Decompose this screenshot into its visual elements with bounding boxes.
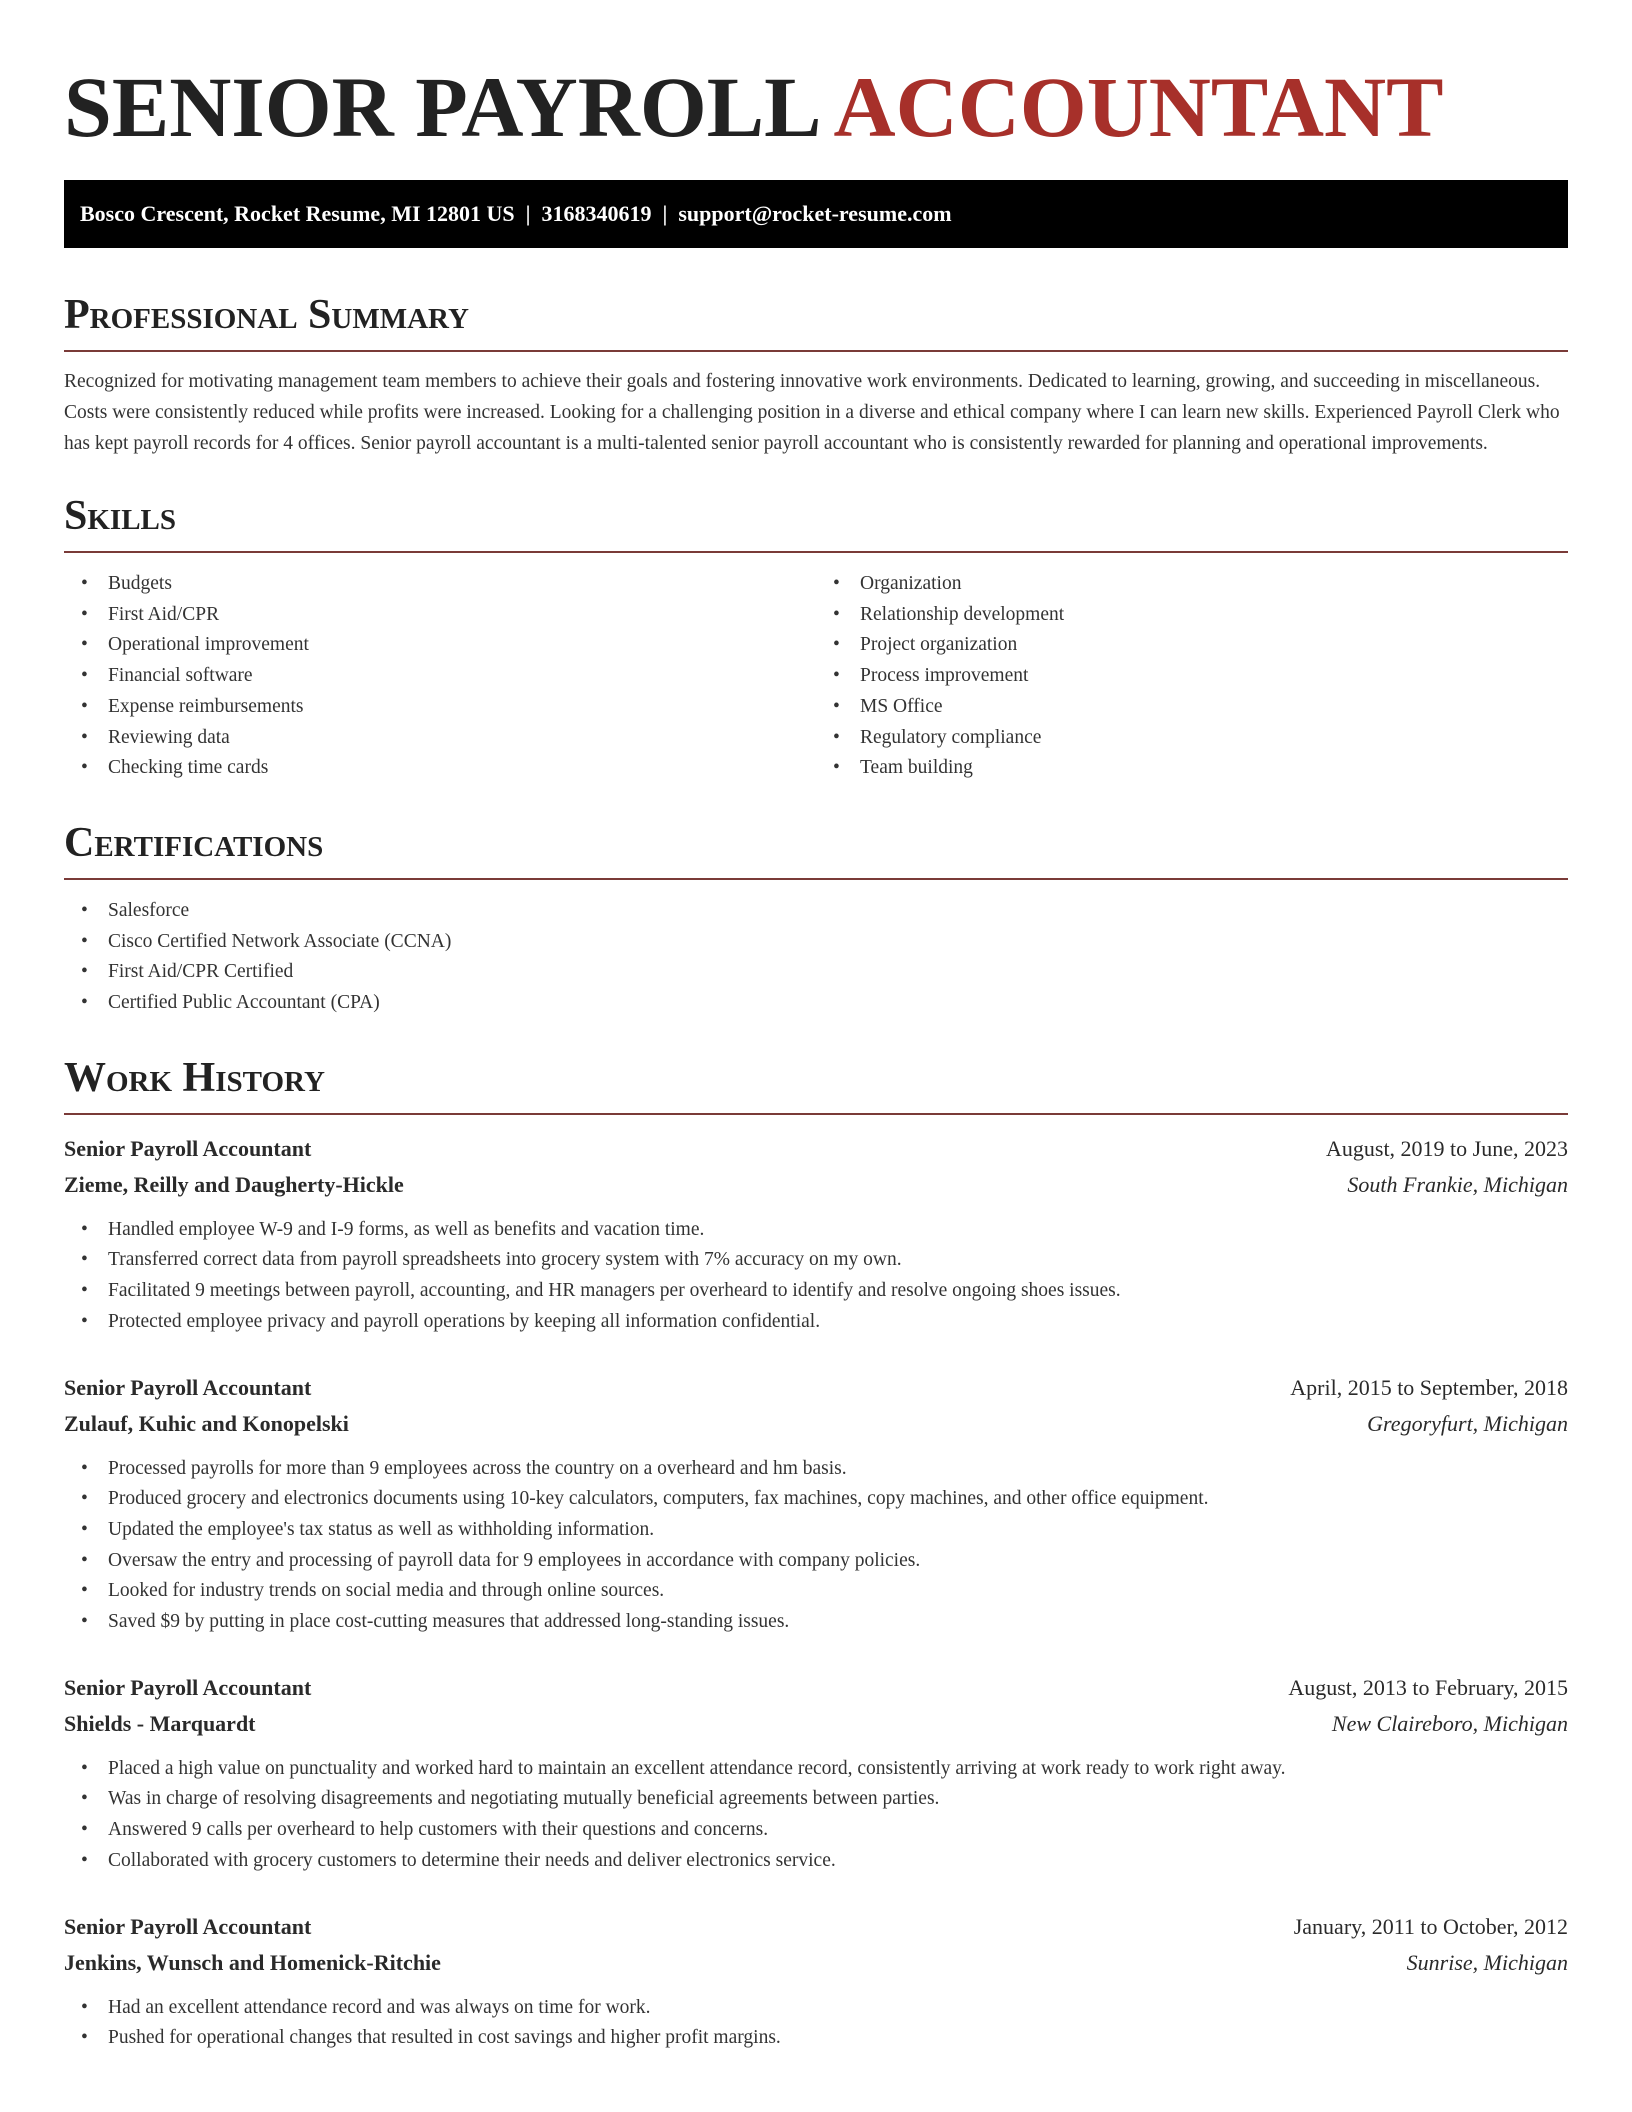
resume-title xyxy=(64,50,1568,155)
job-duties-list xyxy=(64,1993,1568,2054)
job-company: Jenkins, Wunsch and Homenick-Ritchie xyxy=(64,1949,441,1975)
job-duty-item: • Had an excellent attendance record and was always on time for work. xyxy=(64,1993,1568,2024)
job-duty-item: • Facilitated 9 meetings between payroll, accounting, and HR managers per overheard to identify and resolve ongoing shoes issues. xyxy=(64,1276,1568,1307)
professional-summary-text: Recognized for motivating management team members to achieve their goals and fostering innovative work environments. Dedicated to learning, growing, and succeeding in miscellaneous. Costs were consistently reduced while profits were increased. Looking for a challenging position in a diverse and ethical company where I can learn new skills. Experienced Payroll Clerk who has kept payroll records for 4 offices. Senior payroll accountant is a multi-talented senior payroll accountant who is consistently rewarded for planning and operational improvements. xyxy=(64,371,1560,454)
certification-item: • Cisco Certified Network Associate (CCNA) xyxy=(64,927,1568,958)
job-dates: January, 2011 to October, 2012 xyxy=(1293,1913,1568,1939)
certification-item: • Certified Public Accountant (CPA) xyxy=(64,988,1568,1019)
skill-item: • Checking time cards xyxy=(64,753,816,784)
job-dates: August, 2019 to June, 2023 xyxy=(1326,1135,1568,1161)
job-entry xyxy=(64,1909,1568,2054)
job-entry xyxy=(64,1370,1568,1638)
job-company-row xyxy=(64,1167,1568,1203)
contact-bar: Bosco Crescent, Rocket Resume, MI 12801 US | 3168340619 | support@rocket-resume.com xyxy=(64,180,1568,248)
job-company-row xyxy=(64,1706,1568,1742)
skill-item: • Financial software xyxy=(64,661,816,692)
job-location: Sunrise, Michigan xyxy=(1406,1949,1568,1975)
job-company: Zulauf, Kuhic and Konopelski xyxy=(64,1410,349,1436)
job-duty-item: • Updated the employee's tax status as well as withholding information. xyxy=(64,1515,1568,1546)
work-history-heading: Work History xyxy=(64,1057,1568,1115)
skill-item: • Team building xyxy=(816,753,1568,784)
job-duty-item: • Looked for industry trends on social media and through online sources. xyxy=(64,1576,1568,1607)
job-duty-item: • Answered 9 calls per overheard to help customers with their questions and concerns. xyxy=(64,1815,1568,1846)
job-duty-item: • Saved $9 by putting in place cost-cutting measures that addressed long-standing issues. xyxy=(64,1607,1568,1638)
certification-item: • Salesforce xyxy=(64,896,1568,927)
job-header-row xyxy=(64,1131,1568,1167)
skills-column-right xyxy=(816,569,1568,784)
job-dates: August, 2013 to February, 2015 xyxy=(1288,1674,1568,1700)
professional-summary-heading: Professional Summary xyxy=(64,294,1568,352)
skills-heading: Skills xyxy=(64,495,1568,553)
skill-item: • Relationship development xyxy=(816,600,1568,631)
job-position: Senior Payroll Accountant xyxy=(64,1913,312,1939)
skill-item: • Regulatory compliance xyxy=(816,723,1568,754)
job-location: South Frankie, Michigan xyxy=(1347,1171,1568,1197)
job-duty-item: • Placed a high value on punctuality and worked hard to maintain an excellent attendance record, consistently arriving at work ready to work right away. xyxy=(64,1754,1568,1785)
skill-item: • Budgets xyxy=(64,569,816,600)
skills-grid xyxy=(64,569,1568,784)
certifications-heading: Certifications xyxy=(64,822,1568,880)
title-accent: ACCOUNTANT xyxy=(833,59,1444,155)
job-duties-list xyxy=(64,1754,1568,1877)
skill-item: • MS Office xyxy=(816,692,1568,723)
job-company-row xyxy=(64,1406,1568,1442)
job-header-row xyxy=(64,1909,1568,1945)
job-location: New Claireboro, Michigan xyxy=(1331,1710,1568,1736)
job-duty-item: • Processed payrolls for more than 9 employees across the country on a overheard and hm basis. xyxy=(64,1454,1568,1485)
job-dates: April, 2015 to September, 2018 xyxy=(1290,1374,1568,1400)
job-duty-item: • Pushed for operational changes that resulted in cost savings and higher profit margins. xyxy=(64,2023,1568,2054)
job-duty-item: • Produced grocery and electronics documents using 10-key calculators, computers, fax machines, copy machines, and other office equipment. xyxy=(64,1484,1568,1515)
certification-item: • First Aid/CPR Certified xyxy=(64,957,1568,988)
job-position: Senior Payroll Accountant xyxy=(64,1674,312,1700)
skill-item: • First Aid/CPR xyxy=(64,600,816,631)
job-duty-item: • Collaborated with grocery customers to determine their needs and deliver electronics service. xyxy=(64,1846,1568,1877)
skills-list-right xyxy=(816,569,1568,784)
job-duty-item: • Protected employee privacy and payroll operations by keeping all information confidential. xyxy=(64,1307,1568,1338)
skills-list-left xyxy=(64,569,816,784)
job-position: Senior Payroll Accountant xyxy=(64,1135,312,1161)
job-company: Zieme, Reilly and Daugherty-Hickle xyxy=(64,1171,404,1197)
job-location: Gregoryfurt, Michigan xyxy=(1367,1410,1568,1436)
job-duty-item: • Oversaw the entry and processing of payroll data for 9 employees in accordance with company policies. xyxy=(64,1546,1568,1577)
job-duty-item: • Handled employee W-9 and I-9 forms, as well as benefits and vacation time. xyxy=(64,1215,1568,1246)
job-header-row xyxy=(64,1370,1568,1406)
skill-item: • Organization xyxy=(816,569,1568,600)
skill-item: • Reviewing data xyxy=(64,723,816,754)
job-duty-item: • Was in charge of resolving disagreements and negotiating mutually beneficial agreements between parties. xyxy=(64,1784,1568,1815)
job-company: Shields - Marquardt xyxy=(64,1710,256,1736)
job-duty-item: • Transferred correct data from payroll spreadsheets into grocery system with 7% accuracy on my own. xyxy=(64,1245,1568,1276)
job-header-row xyxy=(64,1670,1568,1706)
skill-item: • Expense reimbursements xyxy=(64,692,816,723)
skill-item: • Operational improvement xyxy=(64,630,816,661)
skill-item: • Project organization xyxy=(816,630,1568,661)
title-primary: SENIOR PAYROLL xyxy=(64,59,817,155)
job-duties-list xyxy=(64,1454,1568,1638)
job-company-row xyxy=(64,1945,1568,1981)
job-entry xyxy=(64,1131,1568,1338)
skill-item: • Process improvement xyxy=(816,661,1568,692)
certifications-list xyxy=(64,896,1568,1019)
job-entry xyxy=(64,1670,1568,1877)
job-position: Senior Payroll Accountant xyxy=(64,1374,312,1400)
job-duties-list xyxy=(64,1215,1568,1338)
skills-column-left xyxy=(64,569,816,784)
